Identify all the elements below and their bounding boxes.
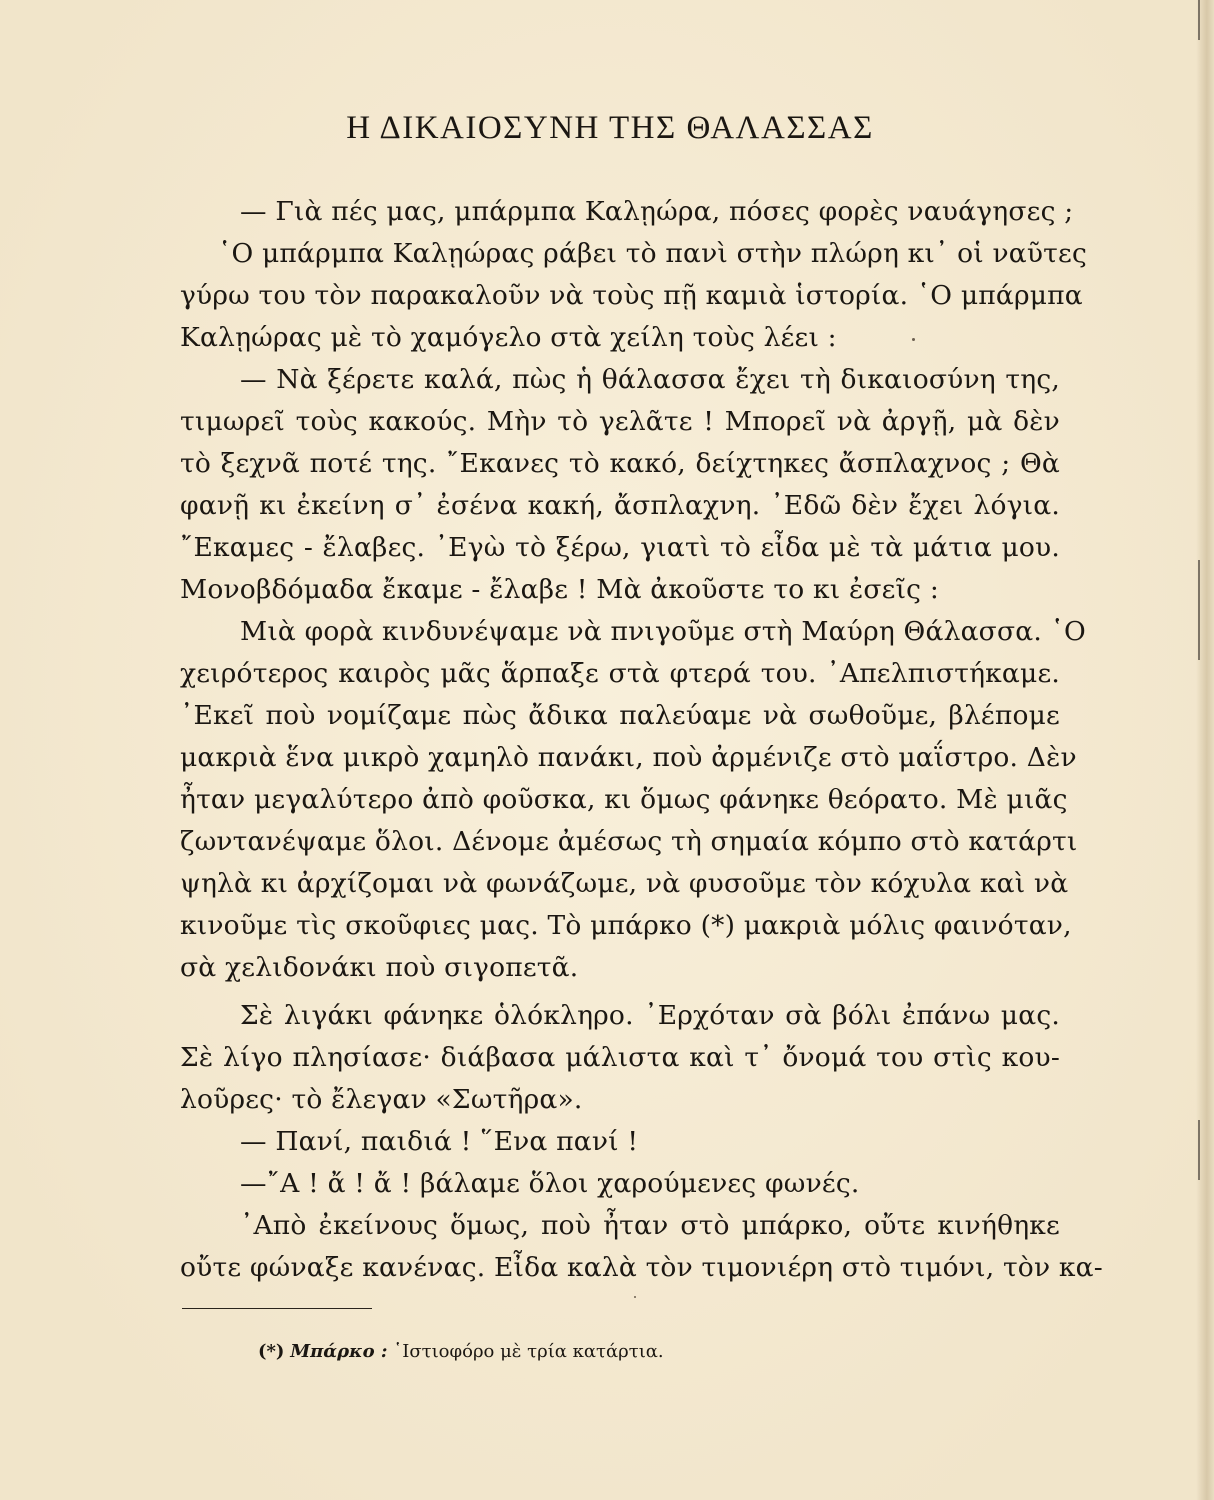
text-line: Μονοβδόμαδα ἔκαμε - ἔλαβε ! Μὰ ἀκοῦστε το κι ἐσεῖς : [180, 574, 939, 605]
page-edge-line [1198, 1120, 1200, 1180]
text-line: ζωντανέψαμε ὅλοι. Δένομε ἀμέσως τὴ σημαία κόμπο στὸ κατάρτι [180, 826, 1078, 857]
footnote-text: ῾Ιστιοφόρο μὲ τρία κατάρτια. [393, 1341, 664, 1362]
text-line: — Γιὰ πές μας, μπάρμπα Καλῃώρα, πόσες φορὲς ναυάγησες ; [240, 196, 1074, 227]
text-line: ᾿Εκεῖ ποὺ νομίζαμε πὼς ἄδικα παλεύαμε νὰ σωθοῦμε, βλέπομε [180, 700, 1060, 731]
text-line: ψηλὰ κι ἀρχίζομαι νὰ φωνάζωμε, νὰ φυσοῦμε τὸν κόχυλα καὶ νὰ [180, 868, 1069, 899]
text-line: ῎Εκαμες - ἔλαβες. ᾿Εγὼ τὸ ξέρω, γιατὶ τὸ εἶδα μὲ τὰ μάτια μου. [180, 532, 1060, 563]
text-line: — Πανί, παιδιά ! ῞Ενα πανί ! [240, 1126, 639, 1157]
footnote-term: Μπάρκο : [290, 1341, 388, 1362]
page-edge-line [1198, 0, 1200, 40]
paper-speck [912, 338, 915, 341]
text-line: κινοῦμε τὶς σκοῦφιες μας. Τὸ μπάρκο (*) μακριὰ μόλις φαινόταν, [180, 910, 1072, 941]
text-line: μακριὰ ἕνα μικρὸ χαμηλὸ πανάκι, ποὺ ἀρμένιζε στὸ μαΐστρο. Δὲν [180, 742, 1077, 773]
footnote-mark: (*) [258, 1341, 285, 1362]
text-line: τὸ ξεχνᾶ ποτέ της. ῎Εκανες τὸ κακό, δείχτηκες ἄσπλαχνος ; Θὰ [180, 448, 1060, 479]
text-line: φανῇ κι ἐκείνη σ᾿ ἐσένα κακή, ἄσπλαχνη. ᾿Εδῶ δὲν ἔχει λόγια. [180, 490, 1060, 521]
page-edge-line [1198, 560, 1200, 660]
text-line: Καλῃώρας μὲ τὸ χαμόγελο στὰ χείλη τοὺς λέει : [180, 322, 837, 353]
footnote-separator [182, 1308, 372, 1309]
chapter-title: Η ΔΙΚΑΙΟΣΥΝΗ ΤΗΣ ΘΑΛΑΣΣΑΣ [346, 110, 874, 146]
text-line: λοῦρες· τὸ ἔλεγαν «Σωτῆρα». [180, 1084, 583, 1115]
text-line: γύρω του τὸν παρακαλοῦν νὰ τοὺς πῇ καμιὰ ἱστορία. ῾Ο μπάρμπα [180, 280, 1083, 311]
text-line: Σὲ λίγο πλησίασε· διάβασα μάλιστα καὶ τ᾿ ὄνομά του στὶς κου- [180, 1042, 1060, 1073]
text-line: Μιὰ φορὰ κινδυνέψαμε νὰ πνιγοῦμε στὴ Μαύρη Θάλασσα. ῾Ο [240, 616, 1086, 647]
text-line: οὔτε φώναξε κανένας. Εἶδα καλὰ τὸν τιμονιέρη στὸ τιμόνι, τὸν κα- [180, 1252, 1103, 1283]
paper-speck [634, 1296, 636, 1298]
text-line: — Νὰ ξέρετε καλά, πὼς ἡ θάλασσα ἔχει τὴ δικαιοσύνη της, [240, 364, 1060, 395]
text-line: —῎Α ! ἄ ! ἄ ! βάλαμε ὅλοι χαρούμενες φωνές. [240, 1168, 860, 1199]
text-line: ἦταν μεγαλύτερο ἀπὸ φοῦσκα, κι ὅμως φάνηκε θεόρατο. Μὲ μιᾶς [180, 784, 1068, 815]
text-line: Σὲ λιγάκι φάνηκε ὁλόκληρο. ᾿Ερχόταν σὰ βόλι ἐπάνω μας. [240, 1000, 1060, 1031]
text-line: ῾Ο μπάρμπα Καλῃώρας ράβει τὸ πανὶ στὴν πλώρη κι᾿ οἱ ναῦτες [218, 238, 1087, 269]
text-line: ᾿Απὸ ἐκείνους ὅμως, ποὺ ἦταν στὸ μπάρκο, οὔτε κινήθηκε [240, 1210, 1060, 1241]
text-line: σὰ χελιδονάκι ποὺ σιγοπετᾶ. [180, 952, 579, 983]
text-line: τιμωρεῖ τοὺς κακούς. Μὴν τὸ γελᾶτε ! Μπορεῖ νὰ ἀργῇ, μὰ δὲν [180, 406, 1060, 437]
page-edge-shadow [1196, 0, 1214, 1500]
footnote [258, 1340, 664, 1364]
text-line: χειρότερος καιρὸς μᾶς ἅρπαξε στὰ φτερά του. ᾿Απελπιστήκαμε. [180, 658, 1060, 689]
